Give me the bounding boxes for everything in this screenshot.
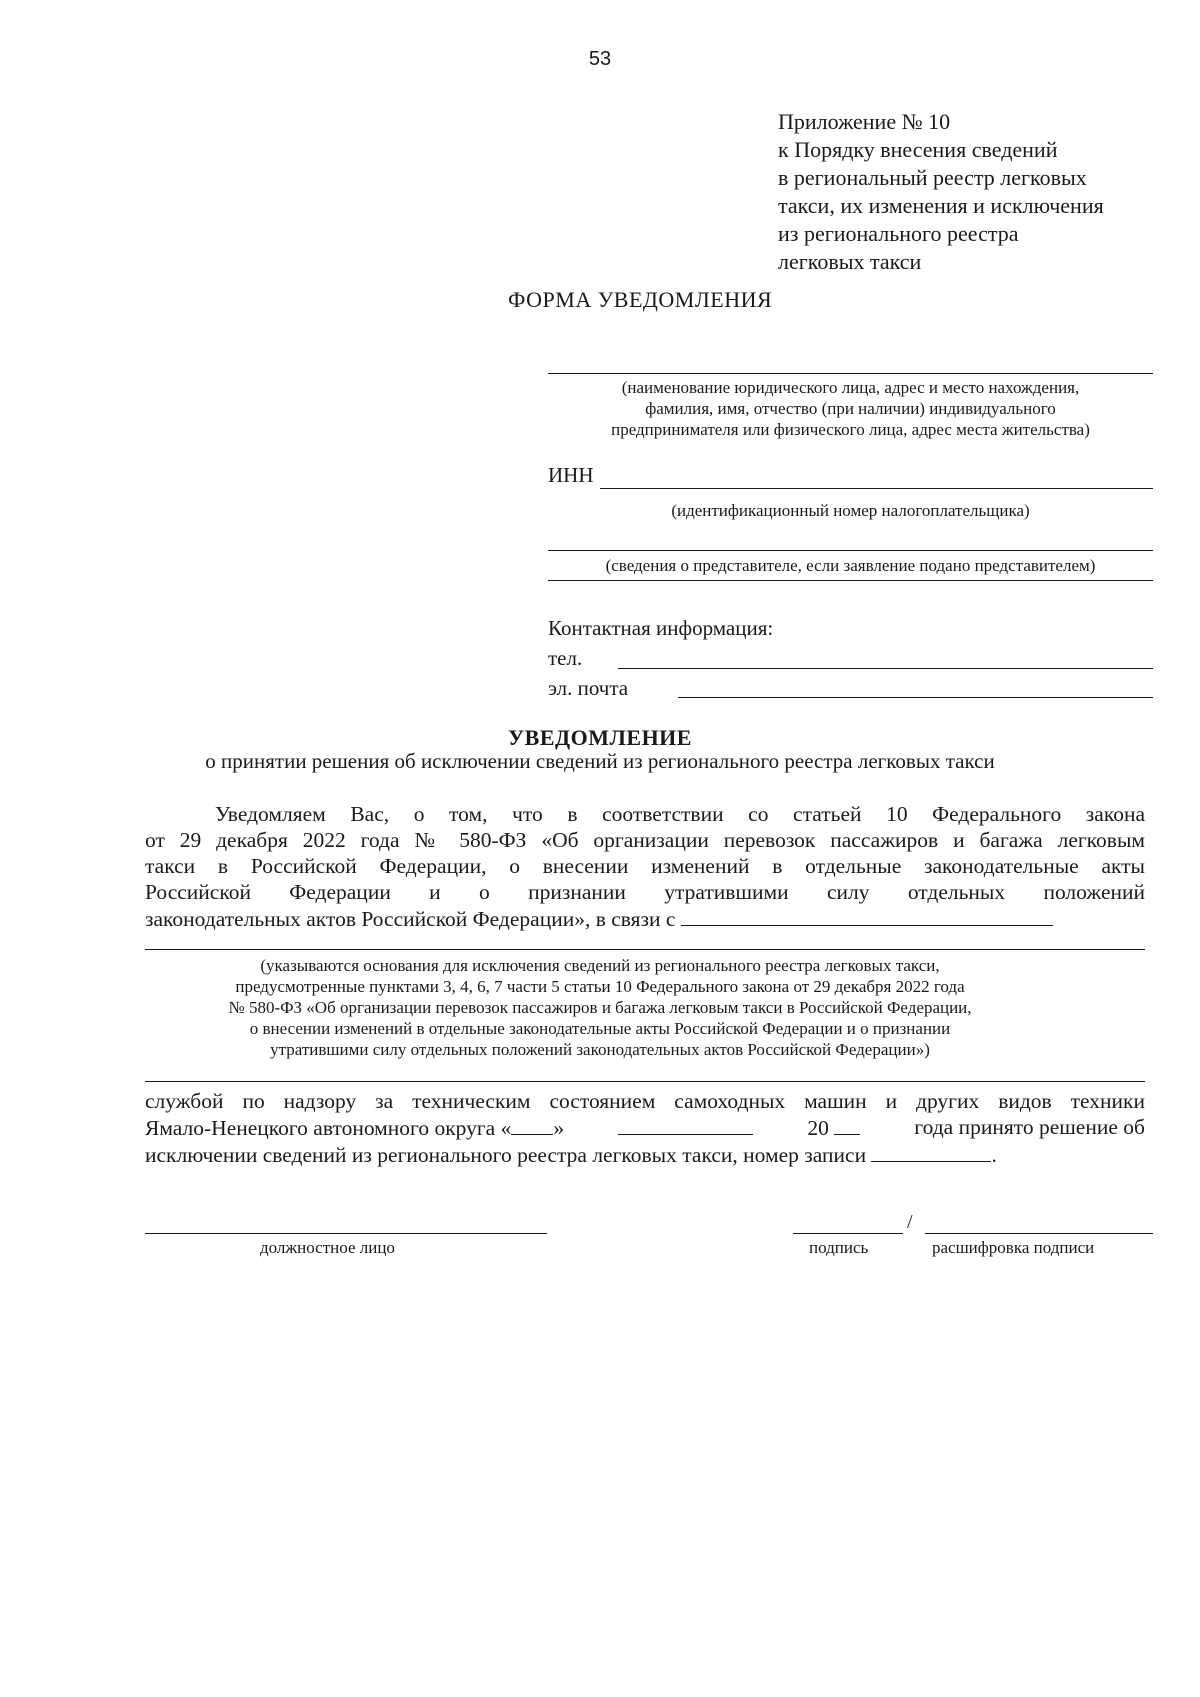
page-number: 53 — [588, 48, 612, 70]
form-title: ФОРМА УВЕДОМЛЕНИЯ — [508, 287, 773, 312]
reason-fill-line[interactable] — [681, 905, 1053, 926]
official-caption: должностное лицо — [260, 1238, 395, 1257]
notice-body — [145, 801, 1145, 932]
month-fill-line[interactable] — [618, 1114, 753, 1135]
caption-line: предпринимателя или физического лица, адрес места жительства) — [611, 420, 1090, 439]
contacts-title: Контактная информация: — [548, 616, 774, 640]
decision-line-2 — [145, 1114, 1145, 1141]
reason-caption-line: № 580-ФЗ «Об организации перевозок пассажиров и багажа легковым такси в Российской Федерации, — [228, 998, 972, 1017]
signature-line[interactable] — [793, 1233, 903, 1234]
reason-line-2[interactable] — [145, 1081, 1145, 1082]
decoding-line[interactable] — [925, 1233, 1153, 1234]
body-line: Уведомляем Вас, о том, что в соответствии со статьей 10 Федерального закона — [215, 802, 1145, 826]
caption-line: фамилия, имя, отчество (при наличии) индивидуального — [645, 399, 1056, 418]
decision-text: исключении сведений из регионального реестра легковых такси, номер записи — [145, 1143, 867, 1167]
appendix-line: к Порядку внесения сведений — [778, 137, 1058, 162]
inn-label: ИНН — [548, 463, 594, 487]
appendix-line: такси, их изменения и исключения — [778, 193, 1104, 218]
notice-subtitle: о принятии решения об исключении сведений из регионального реестра легковых такси — [205, 749, 995, 773]
signature-caption: подпись — [809, 1238, 869, 1257]
caption-line: (наименование юридического лица, адрес и место нахождения, — [621, 378, 1080, 397]
recipient-name-caption — [548, 377, 1153, 440]
body-line-last — [145, 905, 1145, 932]
decision-line-3 — [145, 1141, 1145, 1168]
decision-text: Ямало-Ненецкого автономного округа « — [145, 1116, 512, 1140]
decision-text: » — [553, 1116, 565, 1140]
reason-caption-line: (указываются основания для исключения сведений из регионального реестра легковых такси, — [260, 956, 940, 975]
decision-text: года принято решение об — [914, 1115, 1145, 1139]
decision-line: службой по надзору за техническим состоянием самоходных машин и других видов техники — [145, 1089, 1145, 1113]
body-line-text: законодательных актов Российской Федерации», в связи с — [145, 907, 676, 931]
inn-caption: (идентификационный номер налогоплательщика) — [671, 501, 1030, 520]
representative-underline — [548, 580, 1153, 581]
appendix-line: из регионального реестра — [778, 221, 1019, 246]
decision-body — [145, 1088, 1145, 1168]
appendix-line: Приложение № 10 — [778, 109, 951, 134]
notice-title: УВЕДОМЛЕНИЕ — [508, 725, 692, 750]
day-fill-line[interactable] — [511, 1114, 553, 1135]
appendix-line: легковых такси — [778, 249, 922, 274]
record-number-fill-line[interactable] — [871, 1141, 991, 1162]
representative-line[interactable] — [548, 550, 1153, 551]
decision-text: 20 — [807, 1116, 829, 1140]
phone-label: тел. — [548, 646, 583, 670]
email-label: эл. почта — [548, 676, 629, 700]
phone-line[interactable] — [618, 668, 1153, 669]
appendix-header — [778, 108, 1104, 276]
reason-caption-line: утратившими силу отдельных положений законодательных актов Российской Федерации») — [270, 1040, 930, 1059]
reason-caption — [0, 955, 1200, 1060]
body-line: от 29 декабря 2022 года № 580-ФЗ «Об организации перевозок пассажиров и багажа легковым — [145, 828, 1145, 852]
decision-text: . — [991, 1143, 997, 1167]
body-line: такси в Российской Федерации, о внесении изменений в отдельные законодательные акты — [145, 854, 1145, 878]
body-line: Российской Федерации и о признании утратившими силу отдельных положений — [145, 880, 1145, 904]
inn-line[interactable] — [600, 488, 1153, 489]
signature-slash: / — [907, 1211, 913, 1233]
recipient-name-line[interactable] — [548, 373, 1153, 374]
reason-caption-line: о внесении изменений в отдельные законодательные акты Российской Федерации и о признании — [249, 1019, 951, 1038]
official-line[interactable] — [145, 1233, 547, 1234]
representative-caption: (сведения о представителе, если заявление подано представителем) — [605, 556, 1096, 575]
decoding-caption: расшифровка подписи — [932, 1238, 1095, 1257]
appendix-line: в региональный реестр легковых — [778, 165, 1087, 190]
email-line[interactable] — [678, 697, 1153, 698]
reason-caption-line: предусмотренные пунктами 3, 4, 6, 7 части 5 статьи 10 Федерального закона от 29 декабря 2022 года — [235, 977, 965, 996]
reason-line[interactable] — [145, 949, 1145, 950]
year-fill-line[interactable] — [834, 1114, 860, 1135]
